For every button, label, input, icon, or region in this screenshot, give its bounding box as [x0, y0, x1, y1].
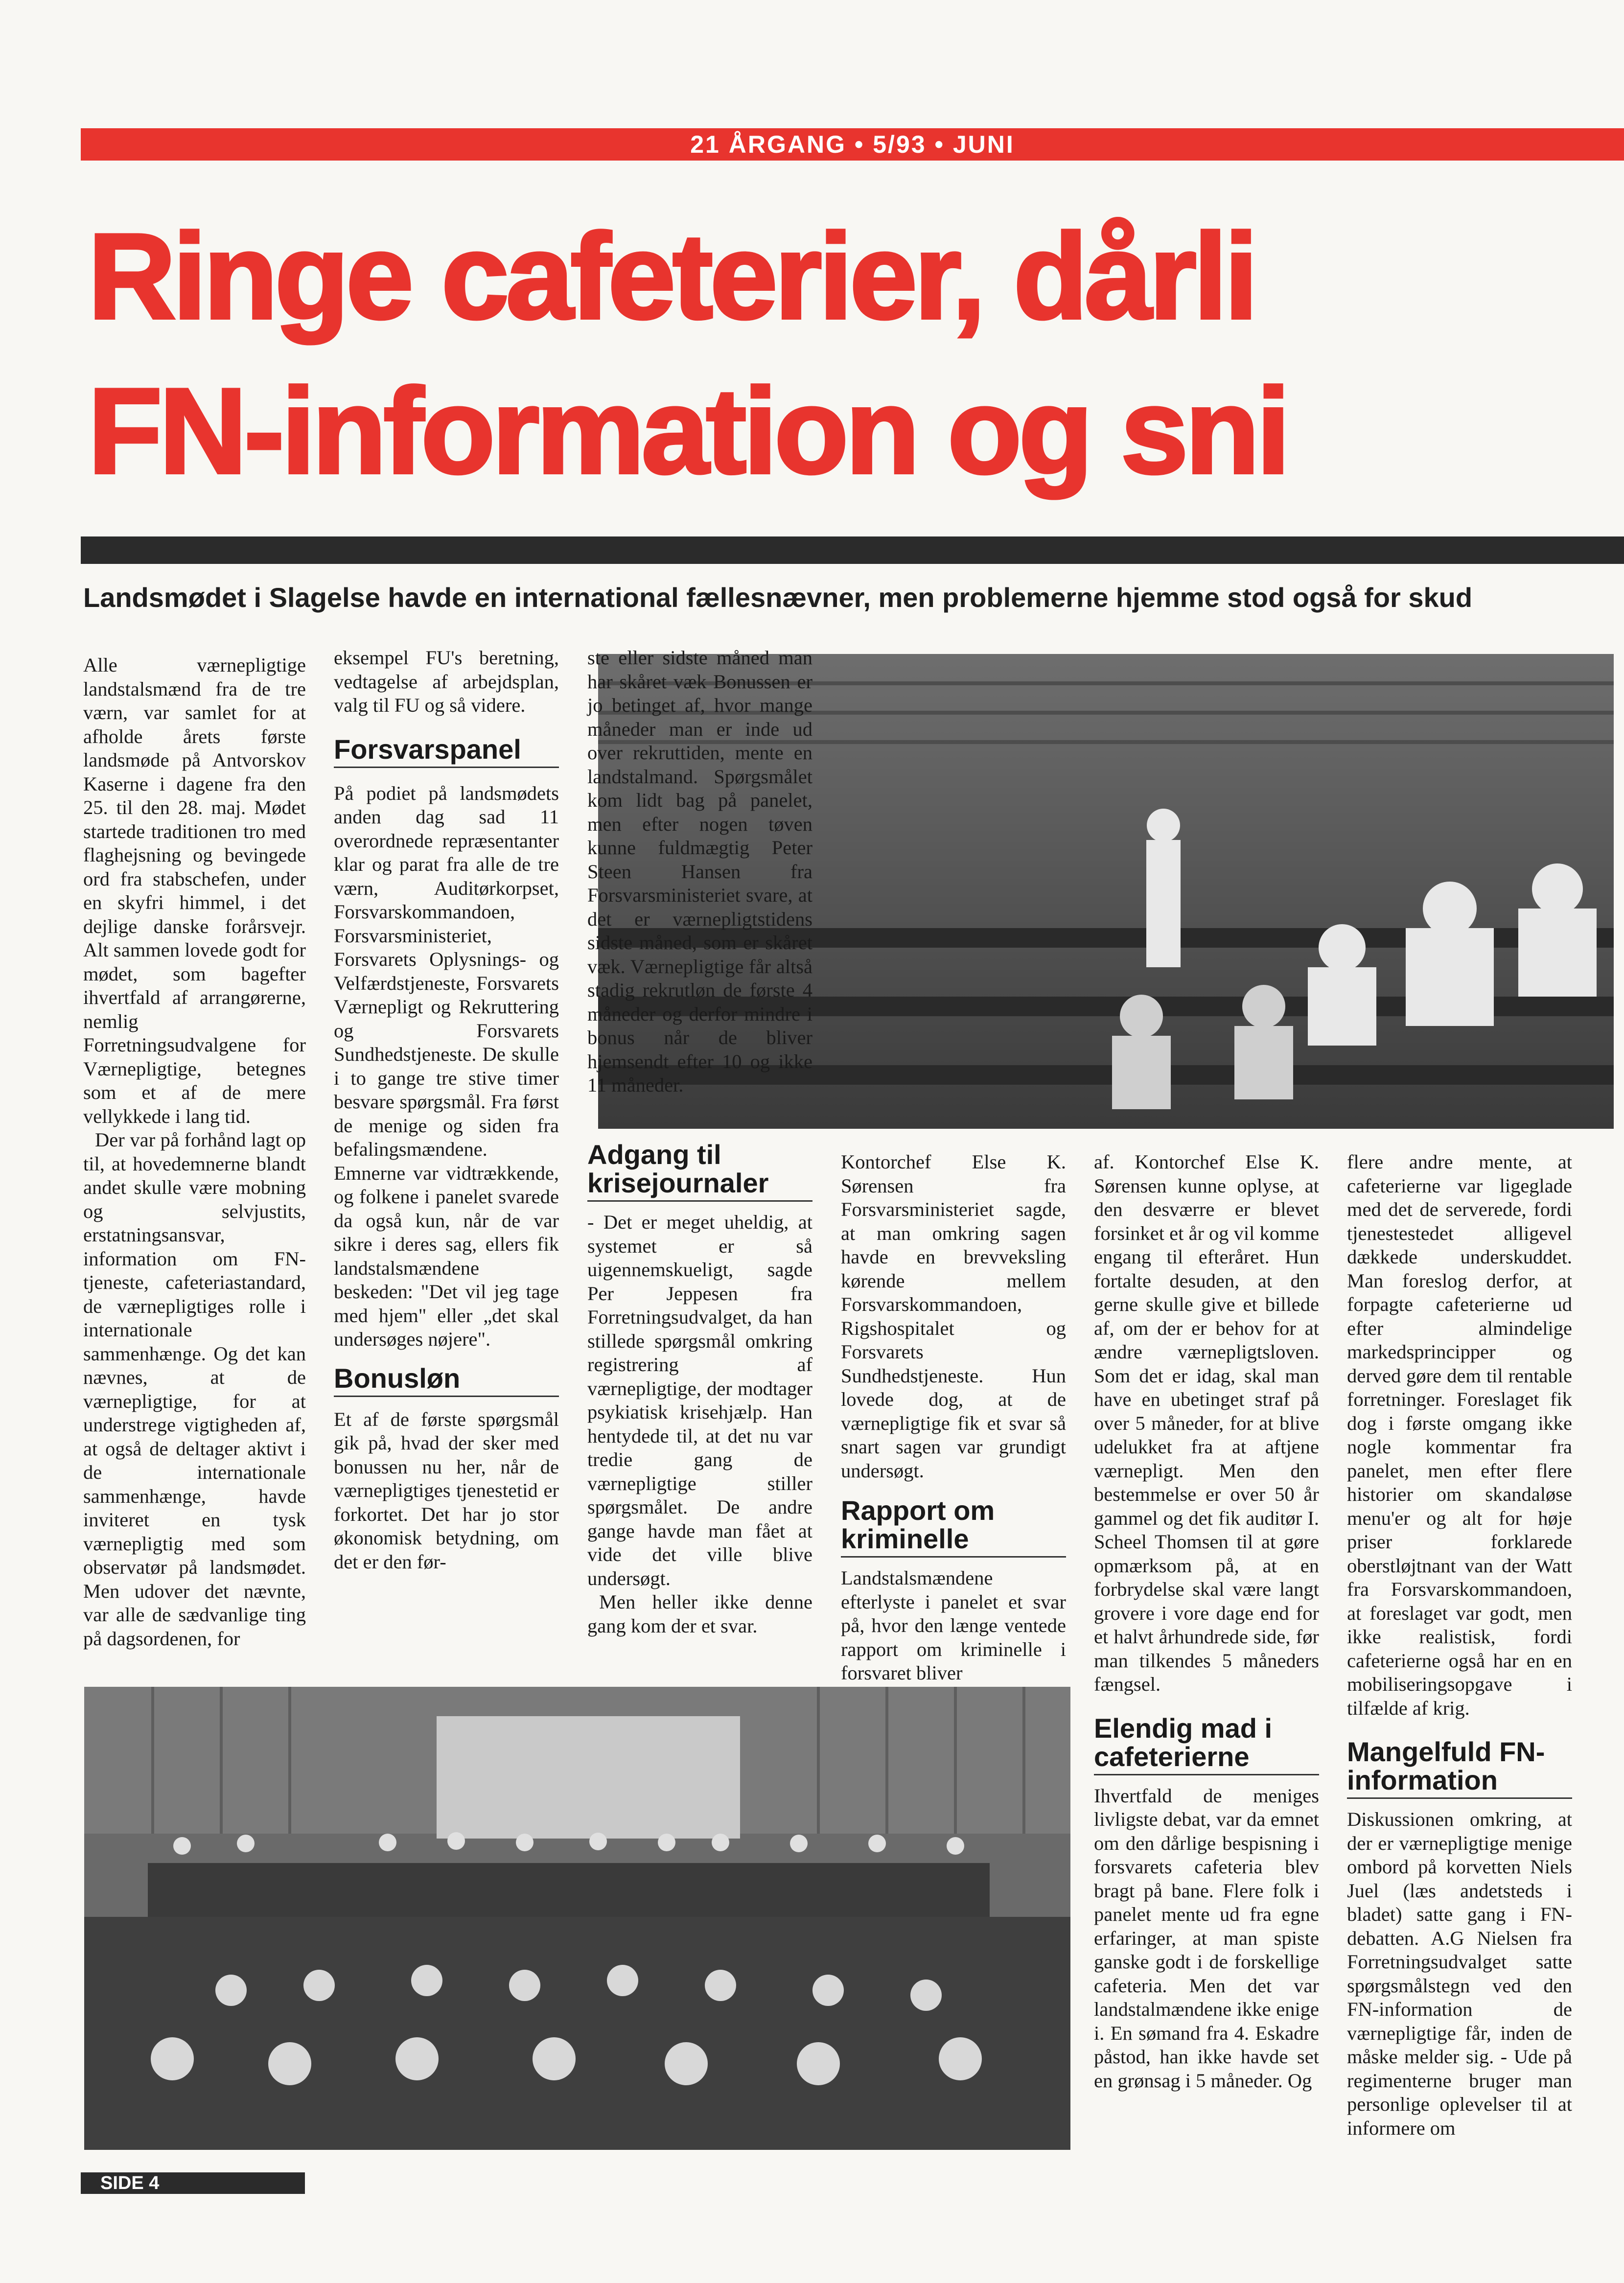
paragraph: Der var på forhånd lagt op til, at hovedemnerne blandt andet skulle være mobning og selvjustits, erstatningsansvar, information om FN-tjeneste, cafeteriastandard, de værnepligtiges rolle i internationale sammenhænge. Og det kan nævnes, at de værnepligtige, for at understrege vigtigheden af, at også de deltager aktivt i de internationale sammenhænge, havde inviteret en tysk værnepligtig med som observatør på landsmødet. Men udover det nævnte, var alle de sædvanlige ting på dagsordenen, for	[83, 1129, 306, 1650]
column-2	[334, 646, 559, 1574]
section-heading: Adgang til krisejournaler	[587, 1139, 769, 1198]
paragraph: På podiet på landsmødets anden dag sad 11 overordnede repræsentanter klar og parat fra alle de tre værn, Auditørkorpset, Forsvarskommandoen, Forsvarsministeriet, Forsvarets Oplysnings- og Velfærdstjeneste, Forsvarets Værnepligt og Rekruttering og Forsvarets Sundhedstjeneste. De skulle i to gange tre stive timer besvare spørgsmål. Fra først de menige og siden fra befalingsmændene. Emnerne var vidtrækkende, og folkene i panelet svarede da også kun, når de var sikre i deres sag, ellers fik landstalsmændene beskeden: "Det vil jeg tage med hjem" eller „det skal undersøges nøjere".	[334, 782, 559, 1350]
column-1	[83, 653, 306, 1651]
paragraph: - Det er meget uheldig, at systemet er så uigennemskueligt, sagde Per Jeppesen fra Forretningsudvalget, da han stillede spørgsmål omkring registrering af værnepligtige, der modtager psykiatisk krisehjælp. Han hentydede til, at det nu var tredie gang de værnepligtige stiller spørgsmålet. De andre gange havde man fået at vide det ville blive undersøgt.	[587, 1211, 812, 1589]
paragraph: Men heller ikke denne gang kom der et svar.	[587, 1591, 812, 1637]
paragraph: ste eller sidste måned man har skåret væk Bonussen er jo betinget af, hvor mange måneder man er inde ud over rekruttiden, mente en landstalmand. Spørgsmålet kom lidt bag på panelet, men efter nogen tøven kunne fuldmægtig Peter Steen Hansen fra Forsvarsministeriet svare, at det er værnepligtstidens sidste måned, som er skåret væk. Værnepligtige får altså stadig rekrutløn de første 4 måneder og derfor mindre i bonus når de bliver hjemsendt efter 10 og ikke 11 måneder.	[587, 647, 812, 1096]
paragraph: flere andre mente, at cafeterierne var ligeglade med det de serverede, fordi tjenestestedet alligevel dækkede underskuddet. Man foreslog derfor, at forpagte cafeterierne ud efter almindelige markedsprincipper og derved gøre dem til rentable forretninger. Foreslaget fik dog i første omgang ikke nogle kommentar fra panelet, men efter flere historier om skandaløse menu'er og alt for høje priser forklarede oberstløjtnant van der Watt fra Forsvarskommandoen, at foreslaget var godt, men ikke realistisk, fordi cafeterierne også har en en mobiliseringsopgave i tilfælde af krig.	[1347, 1151, 1572, 1719]
paragraph: eksempel FU's beretning, vedtagelse af arbejdsplan, valg til FU og så videre.	[334, 647, 559, 716]
photo-image	[84, 1687, 1070, 2150]
heading-rule	[1094, 1774, 1319, 1775]
paragraph: Et af de første spørgsmål gik på, hvad der sker med bonussen nu her, når de værnepligtiges tjenestetid er forkortet. Det har jo stor økonomisk betydning, om det er den før-	[334, 1408, 559, 1573]
paragraph: Kontorchef Else K. Sørensen fra Forsvarsministeriet sagde, at man omkring sagen havde en brevveksling kørende mellem Forsvarskommandoen, Rigshospitalet og Forsvarets Sundhedstjeneste. Hun lovede dog, at de værnepligtige fik et svar så snart sagen var grundigt undersøgt.	[841, 1151, 1066, 1482]
column-3-lower	[587, 1141, 812, 1638]
subheadline: Landsmødet i Slagelse havde en international fællesnævner, men problemerne hjemme stod også for skud	[83, 582, 1473, 613]
paragraph: af. Kontorchef Else K. Sørensen kunne oplyse, at den desværre er blevet forsinket et år og vil komme engang til efteråret. Hun fortalte desuden, at den gerne skulle give et billede af, om der er behov for at ændre værnepligtsloven. Som det er idag, skal man have en ubetinget straf på over 5 måneder, for at blive udelukket fra at aftjene værnepligt. Men den bestemmelse er over 50 år gammel og det fik auditør I. Scheel Thomsen til at gøre opmærksom på, at en forbrydelse skal være langt grovere i vore dage end for et halvt århundrede side, før man tilkendes 5 måneders fængsel.	[1094, 1151, 1320, 1695]
paragraph: Alle værnepligtige landstalsmænd fra de tre værn, var samlet for at afholde årets første landsmøde på Antvorskov Kaserne i dagene fra den 25. til den 28. maj. Mødet startede traditionen tro med flaghejsning og bevingede ord fra stabschefen, under en skyfri himmel, i det dejlige danske forårsvejr. Alt sammen lovede godt for mødet, som bagefter ihvertfald af arrangørerne, nemlig Forretningsudvalgene for Værnepligtige, betegnes som et af de mere vellykkede i lang tid.	[83, 654, 306, 1127]
issue-info: 21 ÅRGANG • 5/93 • JUNI	[690, 131, 1015, 158]
section-heading: Bonusløn	[334, 1362, 461, 1394]
issue-bar	[81, 128, 1624, 161]
divider-bar	[81, 536, 1624, 564]
section-heading: Forsvarspanel	[334, 733, 521, 765]
column-5	[1094, 1150, 1319, 2093]
column-3	[587, 646, 812, 1097]
column-4	[841, 1150, 1066, 1685]
paragraph: Ihvertfald de meniges livligste debat, var da emnet om den dårlige bespisning i forsvarets cafeteria blev bragt på bane. Flere folk i panelet mente ud fra egne erfaringer, at man spiste ganske godt i de forskellige cafeteria. Men det var landstalmændene ikke enige i. En sømand fra 4. Eskadre påstod, han ikke havde set en grønsag i 5 måneder. Og	[1094, 1784, 1319, 2092]
heading-rule	[334, 767, 559, 768]
section-heading: Mangelfuld FN-information	[1347, 1736, 1545, 1795]
section-heading: Elendig mad i cafeterierne	[1094, 1712, 1273, 1772]
page-footer	[81, 2172, 305, 2194]
page-number: SIDE 4	[100, 2173, 160, 2193]
section-heading: Rapport om kriminelle	[841, 1495, 995, 1554]
headline-line-2: FN-information og sni	[88, 363, 1288, 499]
heading-rule	[334, 1396, 559, 1397]
photo-panel-podium	[84, 1687, 1070, 2150]
heading-rule	[841, 1556, 1066, 1558]
headline-line-1: Ringe cafeterier, dårli	[88, 208, 1255, 344]
column-6	[1347, 1150, 1572, 2140]
heading-rule	[1347, 1797, 1572, 1799]
paragraph: Landstalsmændene efterlyste i panelet et svar på, hvor den længe ventede rapport om kriminelle i forsvaret bliver	[841, 1567, 1066, 1684]
paragraph: Diskussionen omkring, at der er værnepligtige menige ombord på korvetten Niels Juel (læs andetsteds i bladet) satte gang i FN-debatten. A.G Nielsen fra Forretningsudvalget satte spørgsmålstegn ved den FN-information de værnepligtige får, inden de måske melder sig. - Ude på regimenterne bruger man personlige oplevelser til at informere om	[1347, 1808, 1572, 2139]
heading-rule	[587, 1200, 812, 1202]
